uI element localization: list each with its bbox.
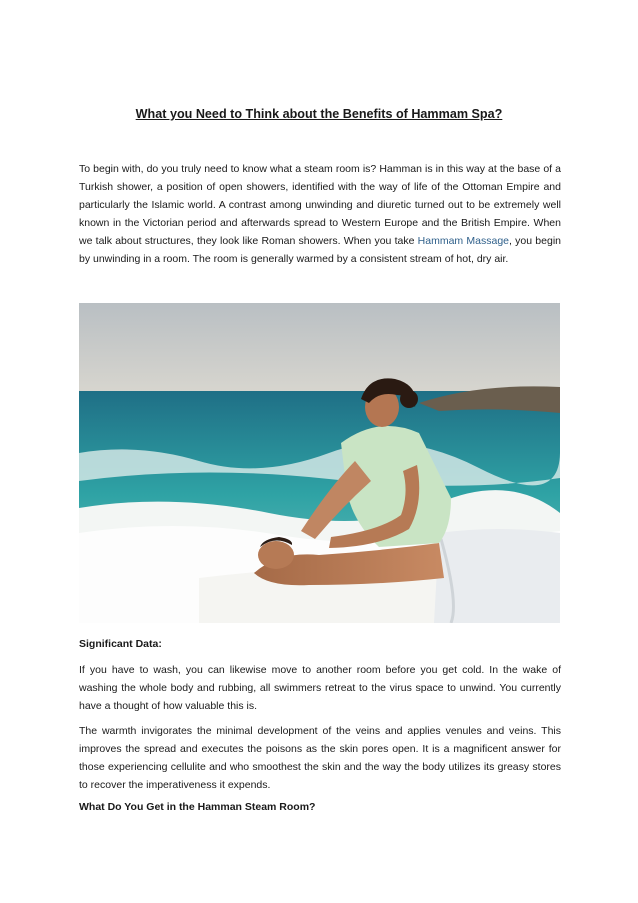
intro-paragraph: [79, 160, 561, 268]
massage-photo: [79, 303, 560, 623]
section-heading-significant-data: Significant Data:: [79, 638, 162, 650]
section-heading-steam-room: What Do You Get in the Hamman Steam Room?: [79, 801, 316, 813]
paragraph-washing: If you have to wash, you can likewise move to another room before you get cold. In the wake of washing the whole body and rubbing, all swimmers retreat to the virus space to unwind. You currently have a thought of how valuable this is.: [79, 664, 561, 712]
intro-text-after-link: , you begin by unwinding in a room. The room is generally warmed by a consistent stream of hot, dry air.: [79, 235, 562, 265]
article-title: What you Need to Think about the Benefits of Hammam Spa?: [135, 107, 503, 121]
paragraph-warmth: The warmth invigorates the minimal development of the veins and applies venules and veins. This improves the spread and executes the poisons as the skin pores open. It is a magnificent answer for those experiencing cellulite and who smoothest the skin and the way the body utilizes its greasy stores to recover the imperativeness it expends.: [79, 725, 561, 791]
intro-text-before-link: To begin with, do you truly need to know what a steam room is? Hamman is in this way at the base of a Turkish shower, a position of open showers, identified with the way of life of the Ottoman Empire and particularly the Islamic world. A contrast among unwinding and diuretic turned out to be extremely well known in the Victorian period and afterwards spread to Western Europe and the British Empire. When we talk about structures, they look like Roman showers. When you take: [79, 163, 561, 247]
hammam-massage-link[interactable]: Hammam Massage: [417, 235, 510, 247]
